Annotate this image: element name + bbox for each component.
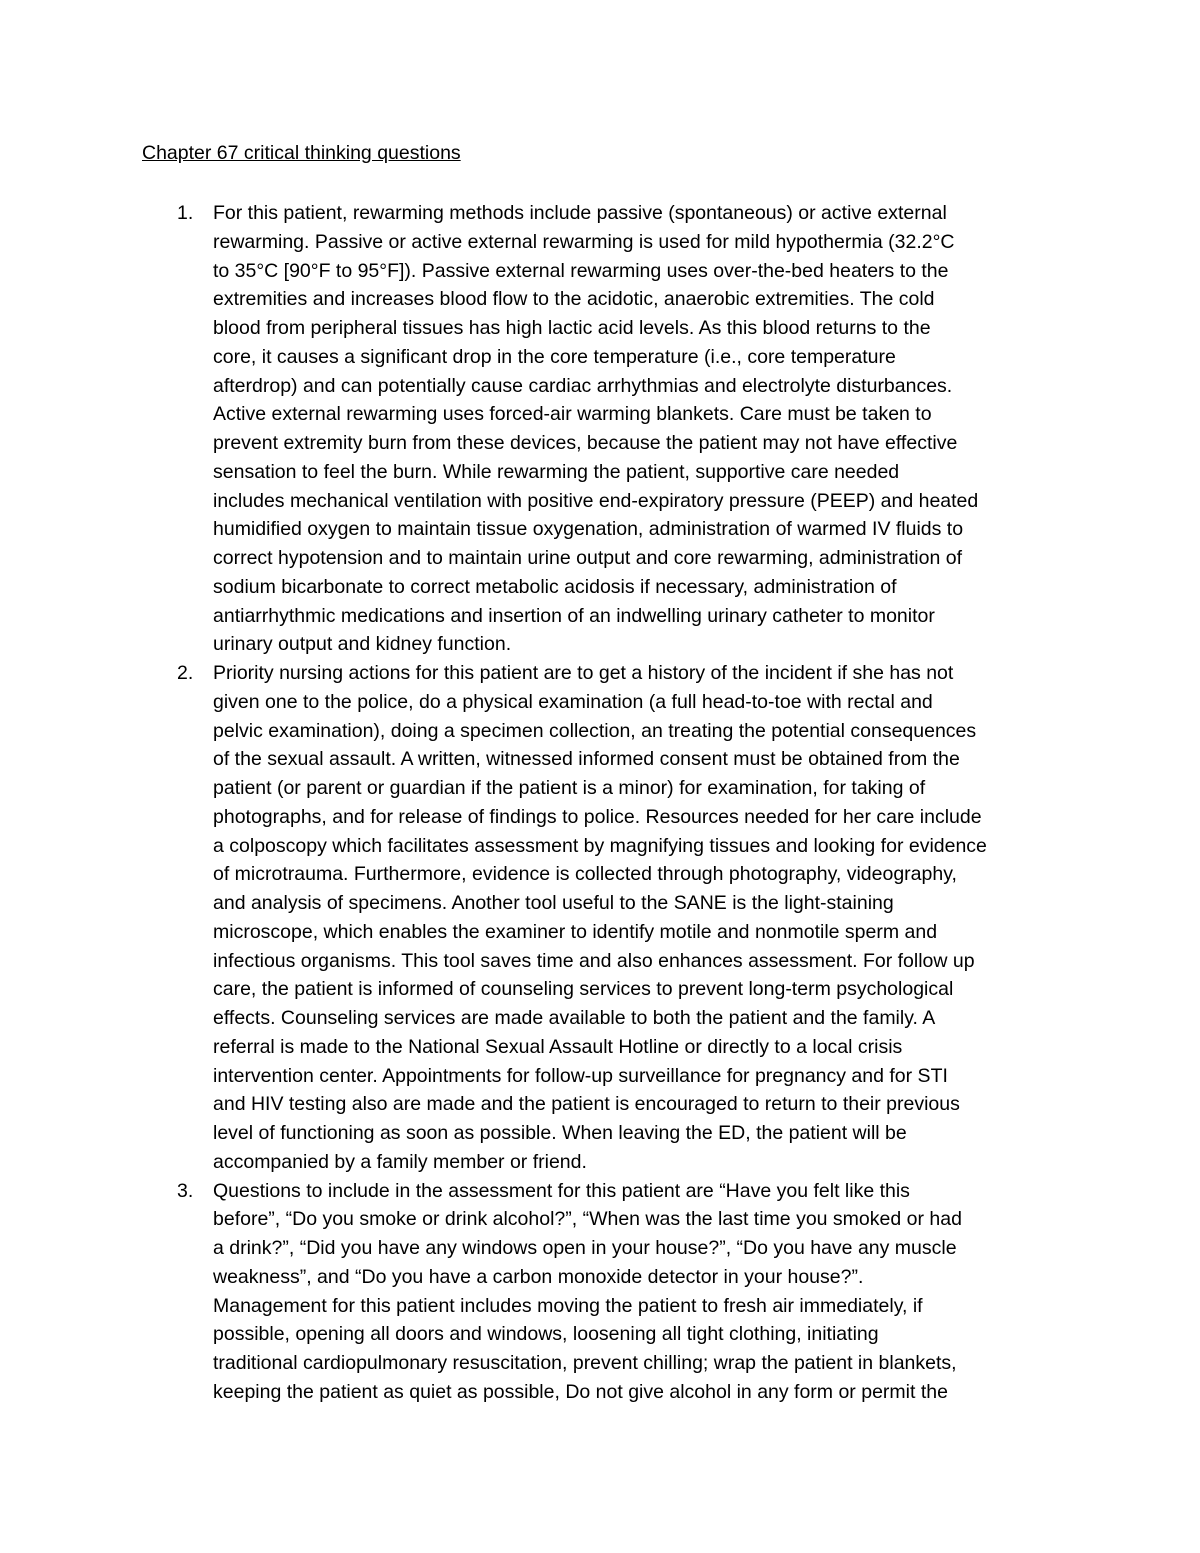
answer-text-line: humidified oxygen to maintain tissue oxygenation, administration of warmed IV fluids to — [213, 518, 964, 541]
answer-text-line: sensation to feel the burn. While rewarming the patient, supportive care needed — [213, 460, 900, 483]
page-title: Chapter 67 critical thinking questions — [142, 142, 461, 164]
item-number: 2. — [177, 662, 194, 684]
answer-text-line: level of functioning as soon as possible. When leaving the ED, the patient will be — [213, 1122, 907, 1144]
answer-text-line: core, it causes a significant drop in the core temperature (i.e., core temperature — [213, 345, 896, 368]
answer-text-line: infectious organisms. This tool saves time and also enhances assessment. For follow up — [213, 949, 975, 972]
answer-item — [142, 659, 1062, 1177]
answer-text-line: possible, opening all doors and windows, loosening all tight clothing, initiating — [213, 1323, 879, 1346]
answer-text-line: before”, “Do you smoke or drink alcohol?”, “When was the last time you smoked or had — [213, 1208, 962, 1231]
answer-text-line: afterdrop) and can potentially cause cardiac arrhythmias and electrolyte disturbances. — [213, 374, 953, 397]
answer-text-line: weakness”, and “Do you have a carbon monoxide detector in your house?”. — [213, 1265, 864, 1288]
answer-text-line: and analysis of specimens. Another tool useful to the SANE is the light-staining — [213, 892, 894, 914]
answer-text-line: a colposcopy which facilitates assessment by magnifying tissues and looking for evidence — [213, 834, 987, 857]
answer-text-line: blood from peripheral tissues has high lactic acid levels. As this blood returns to the — [213, 317, 931, 339]
answer-text-line: Management for this patient includes moving the patient to fresh air immediately, if — [213, 1294, 923, 1317]
answer-text-line: includes mechanical ventilation with positive end-expiratory pressure (PEEP) and heated — [213, 489, 979, 512]
answer-text-line: Questions to include in the assessment for this patient are “Have you felt like this — [213, 1179, 910, 1202]
answer-text-line: extremities and increases blood flow to the acidotic, anaerobic extremities. The cold — [213, 288, 935, 311]
answer-text-line: urinary output and kidney function. — [213, 633, 512, 656]
answer-text-line: of microtrauma. Furthermore, evidence is collected through photography, videography, — [213, 863, 957, 886]
answer-text-line: For this patient, rewarming methods include passive (spontaneous) or active external — [213, 202, 947, 224]
answer-item — [142, 199, 1062, 659]
answer-text-line: sodium bicarbonate to correct metabolic acidosis if necessary, administration of — [213, 575, 897, 598]
item-number: 1. — [177, 202, 194, 224]
answer-text-line: traditional cardiopulmonary resuscitation, prevent chilling; wrap the patient in blankets, — [213, 1352, 957, 1374]
answer-text-line: care, the patient is informed of counseling services to prevent long-term psychological — [213, 978, 954, 1001]
answer-text-line: effects. Counseling services are made available to both the patient and the family. A — [213, 1007, 936, 1029]
answer-text-line: microscope, which enables the examiner to identify motile and nonmotile sperm and — [213, 920, 938, 943]
answer-text-line: intervention center. Appointments for follow-up surveillance for pregnancy and for STI — [213, 1064, 948, 1087]
answer-text-line: given one to the police, do a physical examination (a full head-to-toe with rectal and — [213, 690, 933, 713]
answer-text-line: keeping the patient as quiet as possible, Do not give alcohol in any form or permit the — [213, 1380, 948, 1403]
answer-text-line: referral is made to the National Sexual Assault Hotline or directly to a local crisis — [213, 1035, 903, 1058]
answer-text-line: Active external rewarming uses forced-air warming blankets. Care must be taken to — [213, 403, 932, 426]
answer-text-line: a drink?”, “Did you have any windows open in your house?”, “Do you have any muscle — [213, 1237, 957, 1259]
answer-list — [142, 199, 1062, 1407]
answer-text-line: rewarming. Passive or active external rewarming is used for mild hypothermia (32.2°C — [213, 230, 955, 253]
answer-text-line: to 35°C [90°F to 95°F]). Passive external rewarming uses over-the-bed heaters to the — [213, 259, 949, 282]
answer-item — [142, 1177, 1062, 1407]
answer-text-line: and HIV testing also are made and the patient is encouraged to return to their previous — [213, 1093, 960, 1116]
answer-text-line: antiarrhythmic medications and insertion of an indwelling urinary catheter to monitor — [213, 604, 935, 627]
answer-text-line: Priority nursing actions for this patient are to get a history of the incident if she has not — [213, 662, 954, 684]
answer-text-line: prevent extremity burn from these devices, because the patient may not have effective — [213, 432, 958, 454]
answer-text-line: patient (or parent or guardian if the patient is a minor) for examination, for taking of — [213, 777, 926, 799]
answer-text-line: pelvic examination), doing a specimen collection, an treating the potential consequences — [213, 719, 977, 742]
answer-text-line: correct hypotension and to maintain urine output and core rewarming, administration of — [213, 547, 962, 569]
answer-text-line: accompanied by a family member or friend. — [213, 1150, 587, 1173]
answer-text-line: of the sexual assault. A written, witnessed informed consent must be obtained from the — [213, 748, 960, 771]
item-number: 3. — [177, 1179, 194, 1202]
answer-text-line: photographs, and for release of findings to police. Resources needed for her care include — [213, 805, 982, 828]
